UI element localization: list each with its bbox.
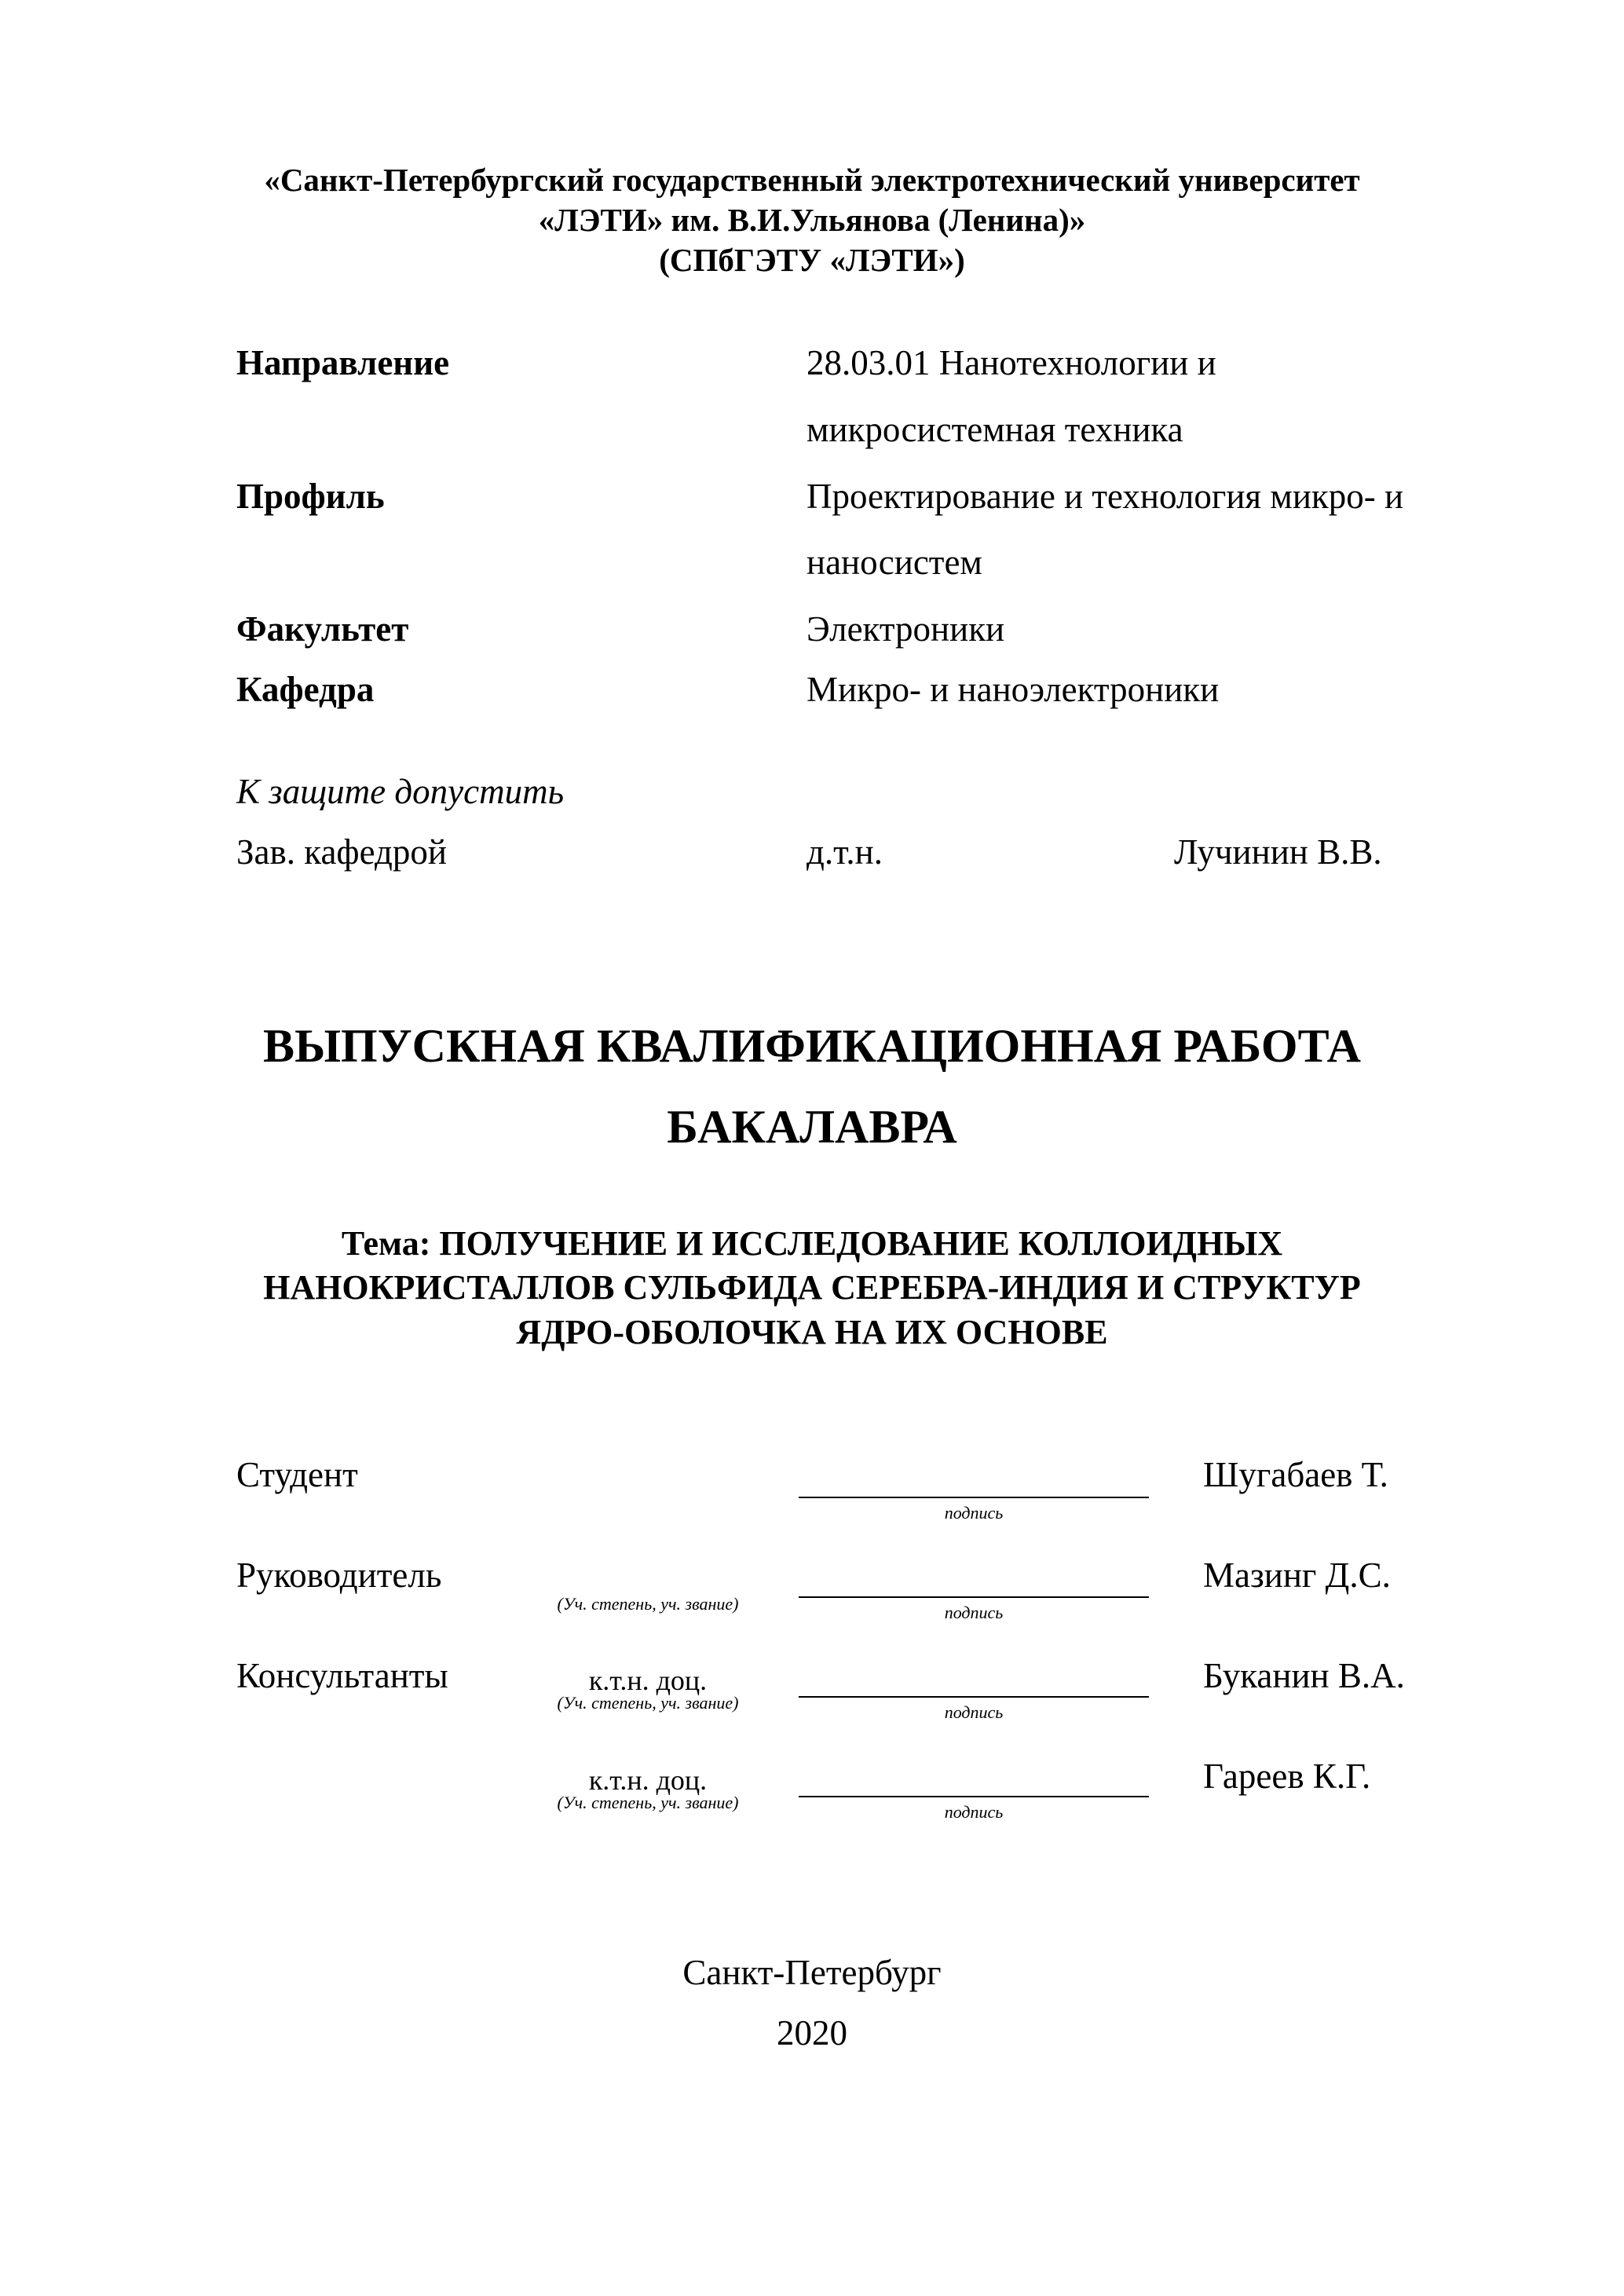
- approval-role: Зав. кафедрой: [236, 832, 447, 872]
- signature-line: [799, 1796, 1149, 1797]
- label-department: Кафедра: [236, 670, 375, 709]
- signature-caption: подпись: [944, 1702, 1004, 1722]
- topic-line-2: НАНОКРИСТАЛЛОВ СУЛЬФИДА СЕРЕБРА-ИНДИЯ И СТРУКТУР: [263, 1268, 1361, 1307]
- title-line-1: ВЫПУСКНАЯ КВАЛИФИКАЦИОННАЯ РАБОТА: [263, 1020, 1361, 1072]
- role-supervisor: Руководитель: [236, 1556, 442, 1595]
- name-consultant-1: Буканин В.А.: [1203, 1656, 1405, 1695]
- signature-line: [799, 1696, 1149, 1698]
- value-department: Микро- и наноэлектроники: [807, 670, 1220, 709]
- degree-caption: (Уч. степень, уч. звание): [557, 1693, 739, 1713]
- signature-caption: подпись: [944, 1503, 1004, 1523]
- header-line-2: «ЛЭТИ» им. В.И.Ульянова (Ленина)»: [538, 202, 1086, 238]
- approval-name: Лучинин В.В.: [1174, 832, 1382, 872]
- topic-line-3: ЯДРО-ОБОЛОЧКА НА ИХ ОСНОВЕ: [516, 1313, 1108, 1351]
- role-consultants: Консультанты: [236, 1656, 448, 1695]
- topic-line-1: Тема: ПОЛУЧЕНИЕ И ИССЛЕДОВАНИЕ КОЛЛОИДНЫХ: [341, 1224, 1283, 1263]
- role-student: Студент: [236, 1455, 358, 1494]
- header-line-3: (СПбГЭТУ «ЛЭТИ»): [659, 242, 965, 278]
- value-profile-2: наносистем: [807, 543, 982, 582]
- title-line-2: БАКАЛАВРА: [667, 1101, 957, 1153]
- value-profile-1: Проектирование и технология микро- и: [807, 477, 1404, 516]
- header-line-1: «Санкт-Петербургский государственный электротехнический университет: [264, 162, 1360, 198]
- signature-line: [799, 1596, 1149, 1598]
- degree-caption: (Уч. степень, уч. звание): [557, 1594, 739, 1614]
- name-student: Шугабаев Т.: [1203, 1455, 1388, 1494]
- footer-year: 2020: [777, 2013, 847, 2053]
- label-profile: Профиль: [236, 477, 385, 516]
- name-consultant-2: Гареев К.Г.: [1203, 1757, 1371, 1796]
- signature-line: [799, 1497, 1149, 1498]
- value-faculty: Электроники: [807, 609, 1005, 649]
- degree-consultant-2: к.т.н. доц.: [588, 1764, 708, 1796]
- degree-caption: (Уч. степень, уч. звание): [557, 1793, 739, 1812]
- signature-caption: подпись: [944, 1603, 1004, 1622]
- label-faculty: Факультет: [236, 609, 409, 649]
- approval-degree: д.т.н.: [807, 832, 883, 872]
- footer-city: Санкт-Петербург: [682, 1953, 942, 1992]
- label-direction: Направление: [236, 343, 450, 382]
- degree-consultant-1: к.т.н. доц.: [588, 1665, 708, 1696]
- value-direction-1: 28.03.01 Нанотехнологии и: [807, 343, 1216, 382]
- value-direction-2: микросистемная техника: [807, 410, 1183, 449]
- approval-caption: К защите допустить: [236, 772, 565, 811]
- name-supervisor: Мазинг Д.С.: [1203, 1556, 1391, 1595]
- signature-caption: подпись: [944, 1802, 1004, 1822]
